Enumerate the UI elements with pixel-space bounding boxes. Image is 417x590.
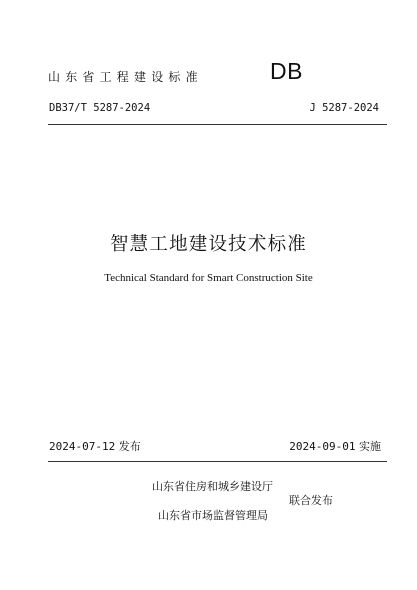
issue-date-value: 2024-07-12 [49, 440, 116, 453]
issue-date-label: 发布 [118, 440, 141, 453]
db-mark: DB [270, 58, 303, 84]
standard-number: DB37/T 5287-2024 [49, 102, 151, 114]
standard-category: 山东省工程建设标准 [48, 70, 203, 84]
title-english: Technical Standard for Smart Construction Site [104, 272, 313, 284]
implementation-date-value: 2024-09-01 [289, 440, 356, 453]
issue-date [49, 438, 141, 454]
title-chinese: 智慧工地建设技术标准 [109, 234, 307, 255]
issuer-market-regulation: 山东省市场监督管理局 [158, 509, 268, 522]
implementation-date-label: 实施 [359, 440, 381, 453]
bottom-divider [48, 461, 387, 462]
joint-issue-label: 联合发布 [289, 494, 333, 507]
top-divider [48, 124, 387, 125]
implementation-date [289, 438, 381, 454]
filing-number: J 5287-2024 [309, 102, 379, 114]
issuer-housing-department: 山东省住房和城乡建设厅 [152, 480, 273, 493]
